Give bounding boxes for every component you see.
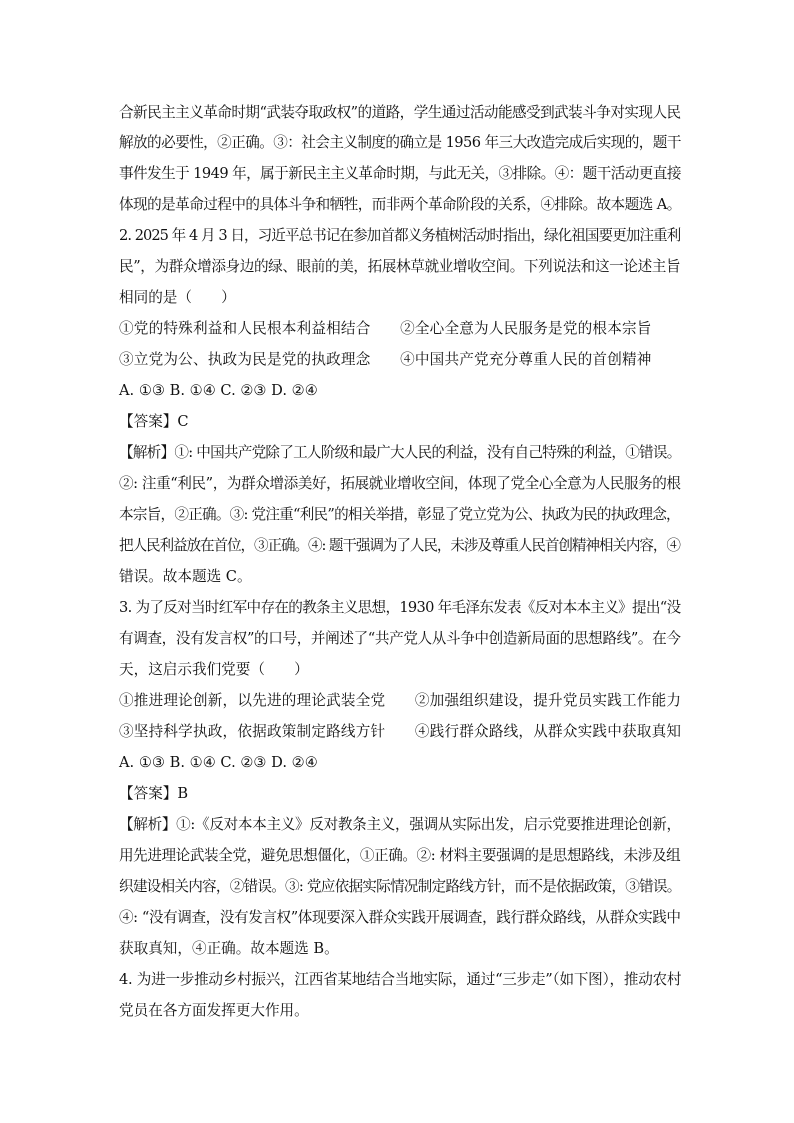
question-3-choices: A. ①③ B. ①④ C. ②③ D. ②④ xyxy=(119,754,318,771)
question-3-stem-line-3: 天，这启示我们党要（ ） xyxy=(119,661,309,678)
question-2-analysis-line-3: 本宗旨，②正确。③: 党注重“利民”的相关举措，彰显了党立党为公、执政为民的执政理念， xyxy=(119,506,680,523)
question-3-statements-2: ③坚持科学执政，依据政策制定路线方针 ④践行群众路线，从群众实践中获取真知 xyxy=(119,723,682,740)
question-2-statements-1: ①党的特殊利益和人民根本利益相结合 ②全心全意为人民服务是党的根本宗旨 xyxy=(119,320,652,337)
question-3-statements-1: ①推进理论创新，以先进的理论武装全党 ②加强组织建设，提升党员实践工作能力 xyxy=(119,692,682,709)
question-3-analysis-line-3: 织建设相关内容，②错误。③: 党应依据实际情况制定路线方针，而不是依据政策，③错误。 xyxy=(119,878,681,895)
question-3-answer: 【答案】B xyxy=(119,785,189,802)
prev-analysis-line-4: 体现的是革命过程中的具体斗争和牺牲，而非两个革命阶段的关系，④排除。故本题选 A。 xyxy=(119,196,681,213)
question-3-analysis-line-2: 用先进理论武装全党，避免思想僵化，①正确。②: 材料主要强调的是思想路线，未涉及组 xyxy=(119,847,681,864)
question-2-statements-2: ③立党为公、执政为民是党的执政理念 ④中国共产党充分尊重人民的首创精神 xyxy=(119,351,652,368)
question-2-stem-line-1: 2. 2025 年 4 月 3 日，习近平总书记在参加首都义务植树活动时指出，绿化祖国要更加注重利 xyxy=(119,227,681,244)
question-2-analysis-line-2: ②: 注重“利民”，为群众增添美好，拓展就业增收空间，体现了党全心全意为人民服务的根 xyxy=(119,475,681,492)
question-4-stem-line-1: 4. 为进一步推动乡村振兴，江西省某地结合当地实际，通过“三步走”（如下图），推动农村 xyxy=(119,971,682,988)
question-2-analysis-line-5: 错误。故本题选 C。 xyxy=(119,568,252,585)
question-3-analysis-line-4: ④: “没有调查，没有发言权”体现要深入群众实践开展调查，践行群众路线，从群众实践中 xyxy=(119,909,681,926)
question-2-analysis-line-4: 把人民利益放在首位，③正确。④: 题干强调为了人民，未涉及尊重人民首创精神相关内容，④ xyxy=(119,537,680,554)
prev-analysis-line-2: 解放的必要性，②正确。③：社会主义制度的确立是 1956 年三大改造完成后实现的，题干 xyxy=(119,134,681,151)
question-3-analysis-line-1: 【解析】①:《反对本本主义》反对教条主义，强调从实际出发，启示党要推进理论创新， xyxy=(119,816,681,833)
question-2-answer: 【答案】C xyxy=(119,413,189,430)
question-4-stem-line-2: 党员在各方面发挥更大作用。 xyxy=(119,1002,309,1019)
question-2-stem-line-2: 民”，为群众增添身边的绿、眼前的美，拓展林草就业增收空间。下列说法和这一论述主旨 xyxy=(119,258,681,275)
question-3-analysis-line-5: 获取真知，④正确。故本题选 B。 xyxy=(119,940,339,957)
question-2-stem-line-3: 相同的是（ ） xyxy=(119,289,236,306)
question-3-stem-line-2: 有调查，没有发言权”的口号，并阐述了“共产党人从斗争中创造新局面的思想路线”。在今 xyxy=(119,630,681,647)
question-3-stem-line-1: 3. 为了反对当时红军中存在的教条主义思想，1930 年毛泽东发表《反对本本主义》提出“没 xyxy=(119,599,681,616)
prev-analysis-line-3: 事件发生于 1949 年，属于新民主主义革命时期，与此无关，③排除。④：题干活动更直接 xyxy=(119,165,681,182)
question-2-analysis-line-1: 【解析】①: 中国共产党除了工人阶级和最广大人民的利益，没有自己特殊的利益，①错误。 xyxy=(119,444,681,461)
prev-analysis-line-1: 合新民主主义革命时期“武装夺取政权”的道路，学生通过活动能感受到武装斗争对实现人民 xyxy=(119,104,681,121)
question-2-choices: A. ①③ B. ①④ C. ②③ D. ②④ xyxy=(119,382,318,399)
